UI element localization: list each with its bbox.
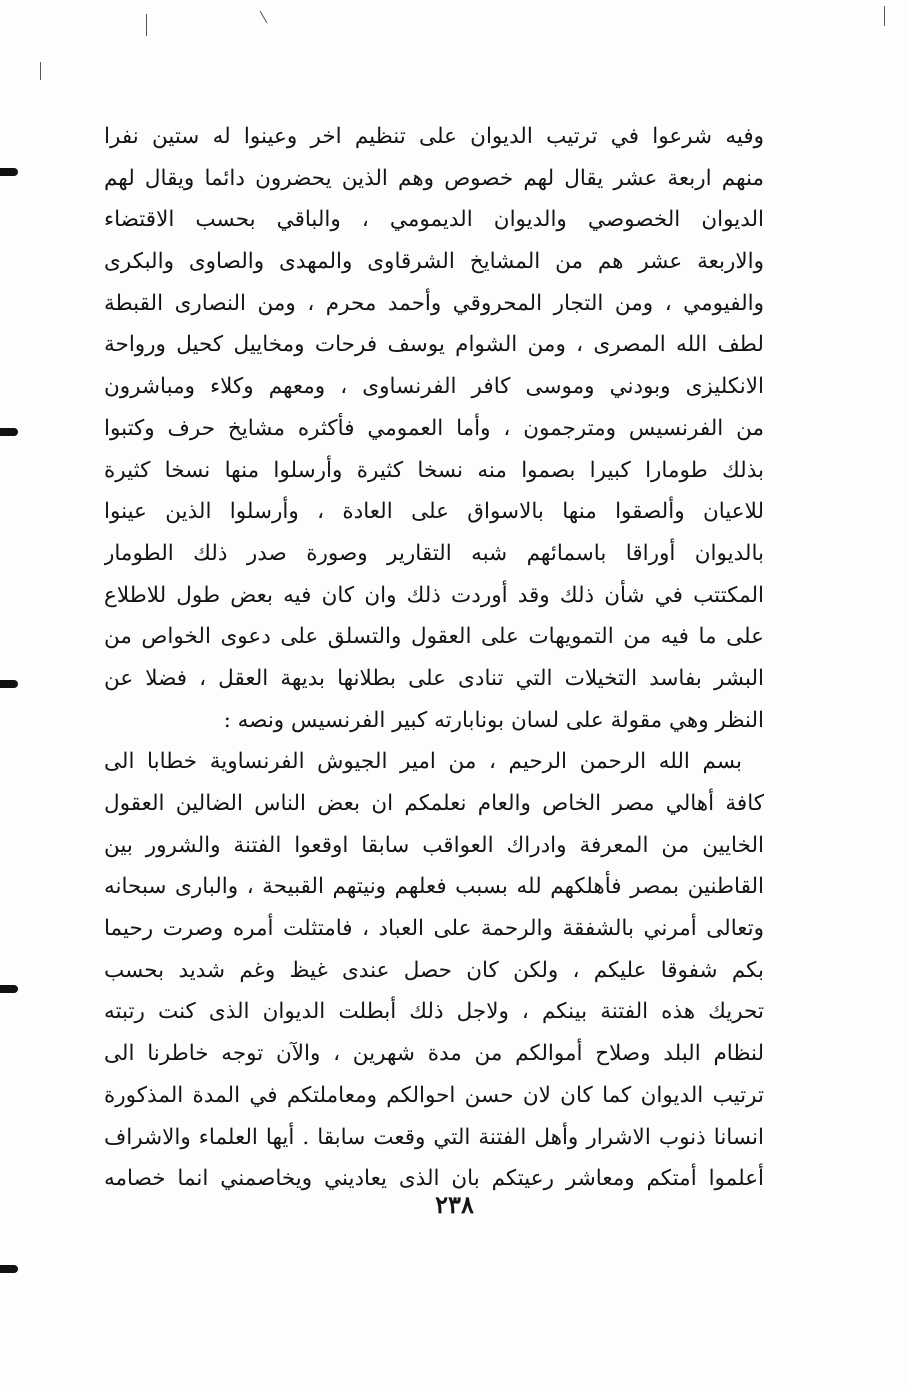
text-line: للاعيان وألصقوا منها بالاسواق على العادة ، وأرسلوا الذين عينوا <box>104 499 764 525</box>
body-text <box>104 116 764 1200</box>
edge-mark <box>0 168 18 176</box>
text-line: بذلك طومارا كبيرا بصموا منه نسخا كثيرة وأرسلوا منها نسخا كثيرة <box>104 457 764 483</box>
page-number: ٢٣٨ <box>435 1190 474 1219</box>
edge-mark <box>0 985 18 993</box>
text-line: كافة أهالي مصر الخاص والعام نعلمكم ان بعض الناس الضالين العقول <box>104 791 764 816</box>
text-line: وفيه شرعوا في ترتيب الديوان على تنظيم اخر وعينوا له ستين نفرا <box>104 124 764 149</box>
text-line: تحريك هذه الفتنة بينكم ، ولاجل ذلك أبطلت الديوان الذى كنت رتبته <box>104 999 764 1025</box>
text-line: من الفرنسيس ومترجمون ، وأما العمومي فأكثره مشايخ حرف وكتبوا <box>104 415 764 441</box>
edge-mark <box>0 1265 18 1273</box>
text-line: بكم شفوقا عليكم ، ولكن كان حصل عندى غيظ وغم شديد بحسب <box>104 957 764 983</box>
text-line: بالديوان أوراقا باسمائهم شبه التقارير وصورة صدر ذلك الطومار <box>104 540 764 566</box>
text-line: والفيومي ، ومن التجار المحروقي وأحمد محرم ، ومن النصارى القبطة <box>104 290 764 316</box>
text-line: وتعالى أمرني بالشفقة والرحمة على العباد ، فامتثلت أمره وصرت رحيما <box>104 916 764 942</box>
text-line: والاربعة عشر هم من المشايخ الشرقاوى والمهدى والصاوى والبكرى <box>104 249 764 275</box>
text-line: المكتتب في شأن ذلك وقد أوردت ذلك وان كان فيه بعض طول للاطلاع <box>104 582 764 608</box>
text-line: الانكليزى وبودني وموسى كافر الفرنساوى ، ومعهم وكلاء ومباشرون <box>104 374 764 400</box>
text-line: النظر وهي مقولة على لسان بونابارته كبير الفرنسيس ونصه : <box>223 707 764 733</box>
scan-speck <box>884 6 885 26</box>
text-line: الخايين من المعرفة وادراك العواقب سابقا اوقعوا الفتنة والشرور بين <box>104 832 764 858</box>
text-line: القاطنين بمصر فأهلكهم لله بسبب فعلهم ونيتهم القبيحة ، والبارى سبحانه <box>104 874 764 900</box>
text-line: البشر بفاسد التخيلات التي تنادى على بطلانها بديهة العقل ، فضلا عن <box>104 665 764 691</box>
text-line: منهم اربعة عشر يقال لهم خصوص وهم الذين يحضرون دائما ويقال لهم <box>104 165 764 191</box>
text-line: لطف الله المصرى ، ومن الشوام يوسف فرحات ومخاييل كحيل ورواحة <box>104 332 764 358</box>
text-line: بسم الله الرحمن الرحيم ، من امير الجيوش الفرنساوية خطابا الى <box>104 749 742 775</box>
text-line: أعلموا أمتكم ومعاشر رعيتكم بان الذى يعاديني ويخاصمني انما خصامه <box>104 1166 764 1192</box>
text-line: لنظام البلد وصلاح أموالكم من مدة شهرين ، والآن توجه خاطرنا الى <box>104 1041 764 1067</box>
scan-speck <box>260 11 268 24</box>
paragraph-2 <box>104 741 764 1200</box>
scan-speck <box>146 14 147 36</box>
edge-mark <box>0 680 18 688</box>
scan-speck <box>40 62 41 80</box>
text-line: انسانا ذنوب الاشرار وأهل الفتنة التي وقعت سابقا . أيها العلماء والاشراف <box>104 1124 764 1150</box>
edge-mark <box>0 428 18 436</box>
text-line: الديوان الخصوصي والديوان الديمومي ، والباقي بحسب الاقتضاء <box>104 207 764 233</box>
text-line: على ما فيه من التمويهات على العقول والتسلق على دعوى الخواص من <box>104 624 764 650</box>
text-line: ترتيب الديوان كما كان لان حسن احوالكم ومعاملتكم في المدة المذكورة <box>104 1082 764 1108</box>
paragraph-1 <box>104 116 764 741</box>
